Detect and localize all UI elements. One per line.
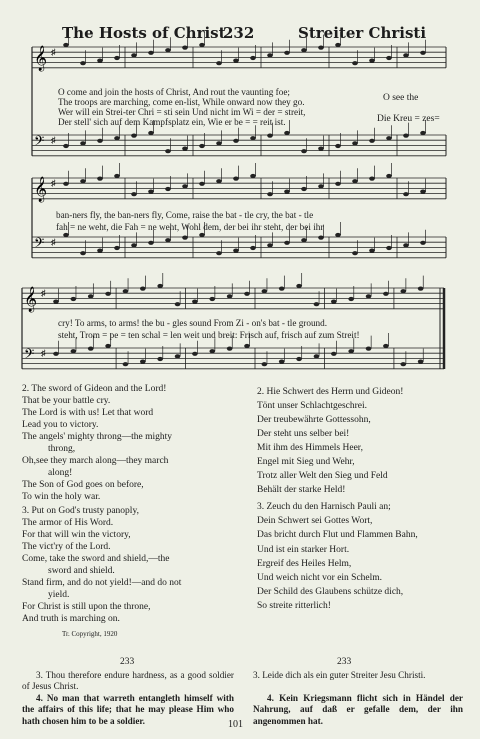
note-head [262,289,268,293]
note-head [123,289,129,293]
note-head [63,182,69,186]
note-head [97,59,103,63]
note-head [244,344,250,348]
note-head [301,187,307,191]
note-head [267,243,273,247]
note-head [97,249,103,253]
note-head [182,147,188,151]
note-head [53,300,59,304]
note-head [418,360,424,364]
note-head [233,177,239,181]
note-head [366,294,372,298]
note-head [284,131,290,135]
note-head [296,284,302,288]
note-head [420,131,426,135]
bass-clef-icon: 𝄢 [24,346,35,365]
note-head [165,149,171,153]
note-head [352,251,358,255]
note-head [403,53,409,57]
note-head [71,297,77,301]
note-head [279,360,285,364]
note-head [216,179,222,183]
note-head [250,136,256,140]
note-head [182,46,188,50]
note-head [216,251,222,255]
lyric-line-8: steht, Trom = pe = ten schal = len weit und breit: Frisch auf, frisch auf zum Streit! [58,330,360,340]
note-head [199,43,205,47]
note-head [314,302,320,306]
note-head [233,139,239,143]
note-head [199,182,205,186]
sharp-icon: ♯ [41,348,46,358]
note-head [165,187,171,191]
note-head [227,294,233,298]
note-head [114,174,120,178]
note-head [420,51,426,55]
sharp-icon: ♯ [41,288,46,298]
note-head [352,179,358,183]
sharp-icon: ♯ [51,237,56,247]
note-head [400,362,406,366]
note-head [348,297,354,301]
page-number: 101 [228,719,243,730]
note-head [335,233,341,237]
note-head [63,144,69,148]
note-head [301,149,307,153]
sharp-icon: ♯ [51,135,56,145]
note-head [140,287,146,291]
note-head [209,297,215,301]
note-head [233,59,239,63]
note-head [279,287,285,291]
note-head [352,61,358,65]
note-head [175,354,181,358]
note-head [182,236,188,240]
note-head [182,184,188,188]
bass-clef-icon: 𝄢 [34,235,45,254]
note-head [105,344,111,348]
note-head [157,357,163,361]
note-head [296,357,302,361]
note-head [383,292,389,296]
hymn-title-german: Streiter Christi [298,24,427,42]
note-head [148,190,154,194]
note-head [386,56,392,60]
note-head [157,284,163,288]
note-head [331,352,337,356]
note-head [192,352,198,356]
note-head [267,53,273,57]
note-head [314,354,320,358]
treble-clef-icon: 𝄞 [24,287,38,312]
note-head [418,287,424,291]
note-head [366,347,372,351]
note-head [165,238,171,242]
note-head [369,177,375,181]
note-head [369,139,375,143]
note-head [386,246,392,250]
note-head [335,182,341,186]
note-head [301,238,307,242]
note-head [216,61,222,65]
note-head [123,362,129,366]
note-head [88,294,94,298]
note-head [284,241,290,245]
note-head [403,192,409,196]
note-head [250,174,256,178]
note-head [335,144,341,148]
note-head [148,131,154,135]
note-head [400,289,406,293]
hymn-title-english: The Hosts of Christ [62,24,226,42]
note-head [352,141,358,145]
note-head [131,134,137,138]
note-head [114,56,120,60]
verse-en-3: 3. Put on God's trusty panoply, The armor of His Word. For that will win the victory, The vict'ry of the Lord. Come, take the sword and shield,—the sword and shield. Stand firm, and do not yield!—and do not yield. For Christ is still upon the throne, And truth is marching on. [22,506,182,624]
note-head [148,241,154,245]
treble-clef-icon: 𝄞 [34,46,48,71]
note-head [114,246,120,250]
note-head [131,53,137,57]
note-head [97,177,103,181]
note-head [348,349,354,353]
note-head [267,134,273,138]
note-head [216,141,222,145]
verse-de-3: 3. Zeuch du den Harnisch Pauli an; Dein Schwert sei Gottes Wort, Das bricht durch Flut und Flammen Bahn, Und ist ein starker Hort. Ergreif des Heiles Helm, Und weich nicht vor ein Schelm. Der Schild des Glaubens schütze dich, So streite ritterlich! [257,502,418,612]
note-head [97,139,103,143]
note-head [262,362,268,366]
note-head [131,192,137,196]
note-head [383,344,389,348]
note-head [318,236,324,240]
note-head [63,233,69,237]
note-head [244,292,250,296]
note-head [318,46,324,50]
lyric-line-3: Wer will ein Strei-ter Chri = sti sein Und nicht im Wi = der = streit, [58,107,306,117]
note-head [250,56,256,60]
note-head [80,141,86,145]
note-head [80,61,86,65]
note-head [335,43,341,47]
lyric-side-english: O see the [383,93,419,103]
note-head [284,190,290,194]
note-head [386,174,392,178]
reading-en-4: 4. No man that warreth entangleth himself with the affairs of this life; that he may please Him who hath chosen him to be a soldier. [22,693,234,726]
note-head [267,192,273,196]
note-head [131,243,137,247]
reading-number-de: 233 [337,657,352,667]
note-head [318,147,324,151]
note-head [148,51,154,55]
sharp-icon: ♯ [51,178,56,188]
verse-en-2: 2. The sword of Gideon and the Lord! That be your battle cry. The Lord is with us! Let that word Lead you to victory. The angels' mighty throng—the mighty throng, Oh,see they march along—they march along! The Son of God goes on before, To win the holy war. [22,384,172,502]
bass-clef-icon: 𝄢 [34,133,45,152]
note-head [403,243,409,247]
treble-clef-icon: 𝄞 [34,177,48,202]
note-head [114,136,120,140]
note-head [403,134,409,138]
note-head [165,48,171,52]
note-head [420,190,426,194]
note-head [233,249,239,253]
note-head [420,241,426,245]
note-head [250,246,256,250]
note-head [386,136,392,140]
note-head [318,184,324,188]
note-head [175,302,181,306]
verse-de-2: 2. Hie Schwert des Herrn und Gideon! Tönt unser Schlachtgeschrei. Der treubewährte Gottessohn, Der steht uns selber bei! Mit ihm des Himmels Heer, Engel mit Sieg und Wehr, Trotz aller Welt den Sieg und Feld Behält der starke Held! [257,387,404,495]
reading-en-3: 3. Thou therefore endure hardness, as a good soldier of Jesus Christ. [22,670,234,692]
copyright-note: Tr. Copyright, 1920 [62,630,118,638]
note-head [80,179,86,183]
note-head [199,233,205,237]
note-head [199,144,205,148]
lyric-line-1: O come and join the hosts of Christ, And rout the vaunting foe; [58,87,290,97]
note-head [80,251,86,255]
note-head [88,347,94,351]
note-head [192,300,198,304]
hymn-number: 232 [223,24,255,42]
note-head [63,43,69,47]
lyric-line-2: The troops are marching, come en-list, While onward now they go. [58,97,305,107]
lyric-line-6: fah = ne weht, die Fah = ne weht, Wohl dem, der bei ihr steht, der bei ihr [56,222,324,232]
note-head [301,48,307,52]
lyric-line-5: ban-ners fly, the ban-ners fly, Come, raise the bat - tle cry, the bat - tle [56,210,314,220]
reading-de-3: 3. Leide dich als ein guter Streiter Jesu Christi. [253,670,426,680]
note-head [284,51,290,55]
lyric-side-german: Die Kreu = zes= [377,114,440,124]
note-head [105,292,111,296]
note-head [369,249,375,253]
note-head [140,360,146,364]
note-head [209,349,215,353]
lyric-line-4: Der stell' sich auf dem Kampfsplatz ein, Wie er be = = reit ist. [58,117,286,127]
note-head [369,59,375,63]
reading-de-4: 4. Kein Kriegsmann flicht sich in Händel der Nahrung, auf daß er gefalle dem, der ihn angenommen hat. [253,693,463,726]
note-head [227,347,233,351]
lyric-line-7: cry! To arms, to arms! the bu - gles sound From Zi - on's bat - tle ground. [58,318,328,328]
note-head [331,300,337,304]
reading-number-en: 233 [120,657,135,667]
note-head [71,349,77,353]
note-head [53,352,59,356]
sharp-icon: ♯ [51,47,56,57]
